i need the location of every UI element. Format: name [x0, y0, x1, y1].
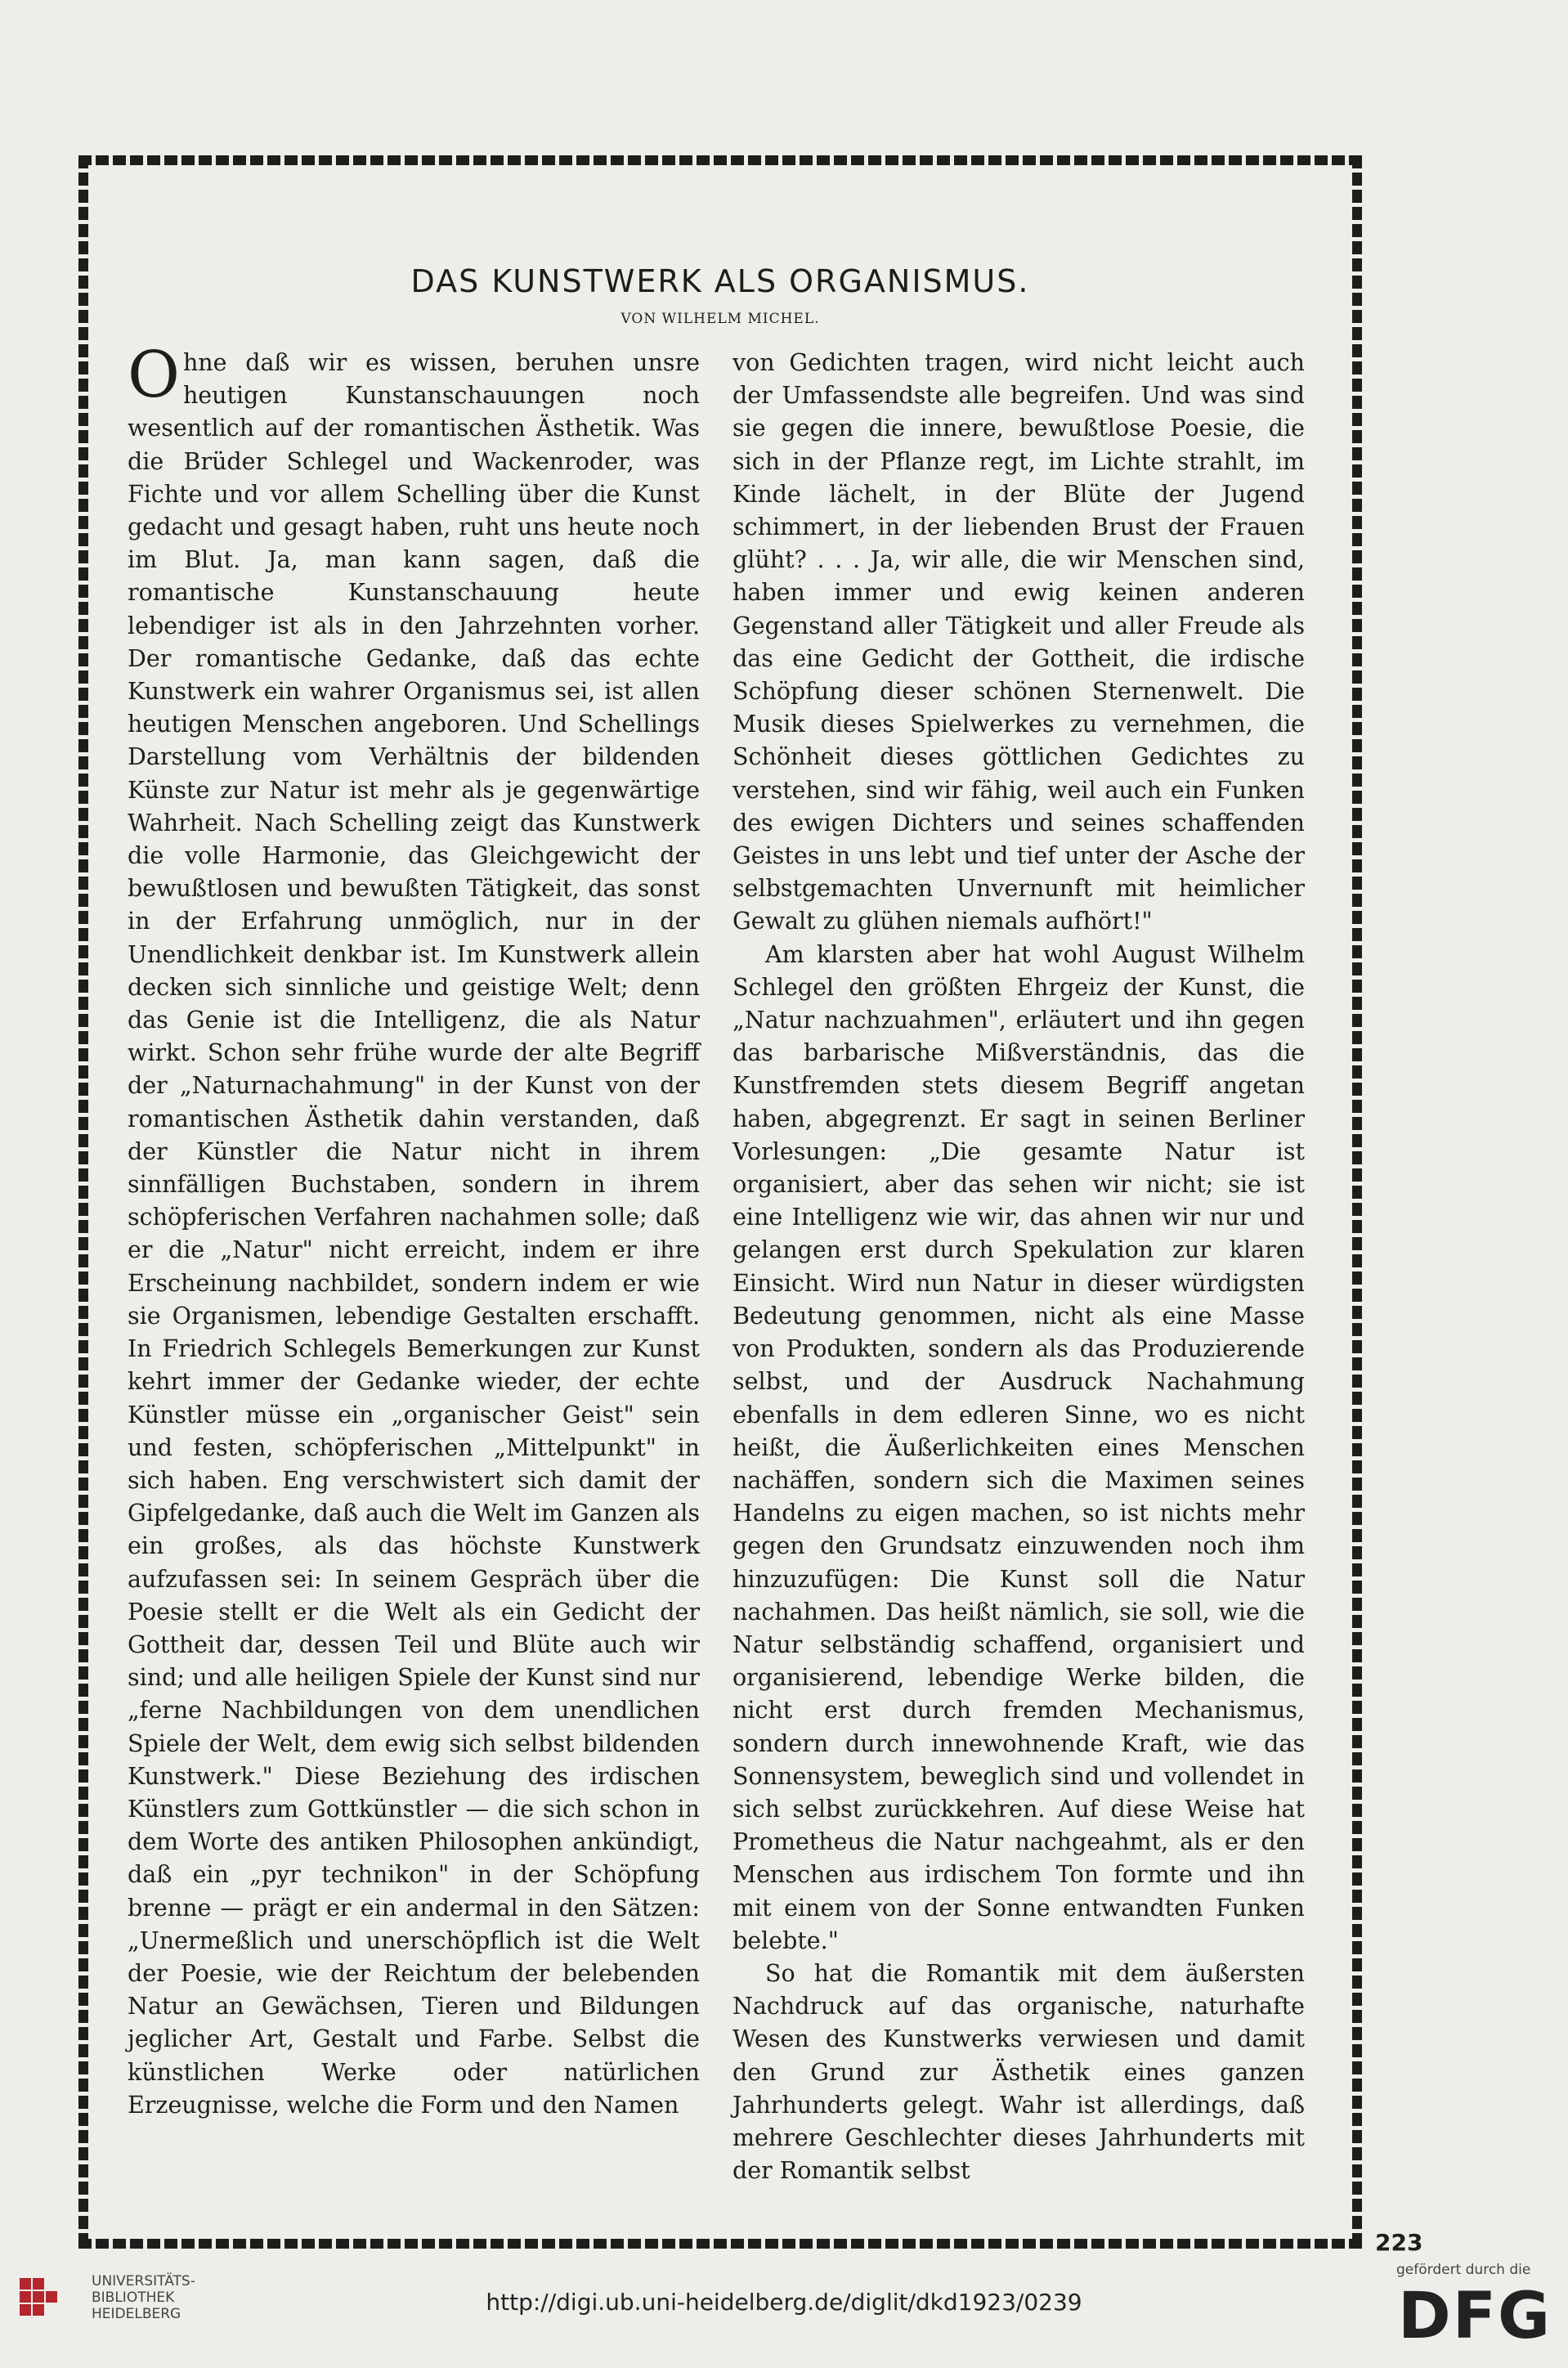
page-number: 223 [1375, 2229, 1423, 2256]
article-title: DAS KUNSTWERK ALS ORGANISMUS. [410, 263, 1030, 299]
library-name-line: HEIDELBERG [92, 2306, 181, 2322]
source-url-link[interactable]: http://digi.ub.uni-heidelberg.de/diglit/dkd1923/0239 [486, 2289, 1082, 2316]
page-frame [78, 155, 1362, 2249]
library-name-line: BIBLIOTHEK [92, 2290, 175, 2306]
ornamental-border-bottom [78, 2239, 1362, 2249]
paragraph: So hat die Romantik mit dem äußersten Nachdruck auf das organische, naturhafte Wesen des Kunstwerks verwiesen und damit den Grund zur Ästhetik eines ganzen Jahrhunderts gelegt. Wahr ist allerdings, daß mehrere Geschlechter dieses Jahrhunderts mit der Romantik selbst [732, 1959, 1305, 2185]
text-column-right [732, 347, 1305, 2187]
paragraph: Am klarsten aber hat wohl August Wilhelm Schlegel den größten Ehrgeiz der Kunst, die „Natur nachzuahmen", erläutert und ihn gegen das barbarische Mißverständnis, das die Kunstfremden stets diesem Begriff angetan haben, abgegrenzt. Er sagt in seinen Berliner Vorlesungen: „Die gesamte Natur ist organisiert, aber das sehen wir nicht; sie ist eine Intelligenz wie wir, das ahnen wir nur und gelangen erst durch Spekulation zur klaren Einsicht. Wird nun Natur in dieser würdigsten Bedeutung genommen, nicht als eine Masse von Produkten, sondern als das Produzierende selbst, und der Ausdruck Nachahmung ebenfalls in dem edleren Sinne, wo es nicht heißt, die Äußerlichkeiten eines Menschen nachäffen, sondern sich die Maximen seines Handelns zu eigen machen, so ist nichts mehr gegen den Grundsatz einzuwenden noch ihm hinzuzufügen: Die Kunst soll die Natur nachahmen. Das heißt nämlich, sie soll, wie die Natur selbständig schaffend, organisiert und organisierend, lebendige Werke bilden, die nicht erst durch fremden Mechanismus, sondern durch innewohnende Kraft, wie das Sonnensystem, beweglich sind und vollendet in sich selbst zurückkehren. Auf diese Weise hat Prometheus die Natur nachgeahmt, als er den Menschen aus irdischem Ton formte und ihn mit einem von der Sonne entwandten Funken belebte." [732, 940, 1305, 1954]
dfg-logo: DFG [1398, 2280, 1552, 2353]
drop-cap: O [128, 339, 180, 412]
library-name-line: UNIVERSITÄTS- [92, 2273, 195, 2290]
paragraph: von Gedichten tragen, wird nicht leicht auch der Umfassendste alle begreifen. Und was sind sie gegen die innere, bewußtlose Poesie, die sich in der Pflanze regt, im Lichte strahlt, im Kinde lächelt, in der Blüte der Jugend schimmert, in der liebenden Brust der Frauen glüht? . . . Ja, wir alle, die wir Menschen sind, haben immer und ewig keinen anderen Gegenstand aller Tätigkeit und aller Freude als das eine Gedicht der Gottheit, die irdische Schöpfung dieser schönen Sternenwelt. Die Musik dieses Spielwerkes zu vernehmen, die Schönheit dieses göttlichen Gedichtes zu verstehen, sind wir fähig, weil auch ein Funken des ewigen Dichters und seines schaffenden Geistes in uns lebt und tief unter der Asche der selbstgemachten Unvernunft mit heimlicher Gewalt zu glühen niemals aufhört!" [732, 349, 1305, 935]
paragraph-text: hne daß wir es wissen, beruhen unsre heutigen Kunstanschauungen noch wesentlich auf der romantischen Ästhetik. Was die Brüder Schlegel und Wackenroder, was Fichte und vor allem Schelling über die Kunst gedacht und gesagt haben, ruht uns heute noch im Blut. Ja, man kann sagen, daß die romantische Kunstanschauung heute lebendiger ist als in den Jahrzehnten vorher. Der romantische Gedanke, daß das echte Kunstwerk ein wahrer Organismus sei, ist allen heutigen Menschen angeboren. Und Schellings Darstellung vom Verhältnis der bildenden Künste zur Natur ist mehr als je gegenwärtige Wahrheit. Nach Schelling zeigt das Kunstwerk die volle Harmonie, das Gleichgewicht der bewußtlosen und bewußten Tätigkeit, das sonst in der Erfahrung unmöglich, nur in der Unendlichkeit denkbar ist. Im Kunstwerk allein decken sich sinnliche und geistige Welt; denn das Genie ist die Intelligenz, die als Natur wirkt. Schon sehr frühe wurde der alte Begriff der „Naturnachahmung" in der Kunst von der romantischen Ästhetik dahin verstanden, daß der Künstler die Natur nicht in ihrem sinnfälligen Buchstaben, sondern in ihrem schöpferischen Verfahren nachahmen solle; daß er die „Natur" nicht erreicht, indem er ihre Erscheinung nachbildet, sondern indem er wie sie Organismen, lebendige Gestalten erschafft. In Friedrich Schlegels Bemerkungen zur Kunst kehrt immer der Gedanke wieder, der echte Künstler müsse ein „organischer Geist" sein und festen, schöpferischen „Mittelpunkt" in sich haben. Eng verschwistert sich damit der Gipfelgedanke, daß auch die Welt im Ganzen als ein großes, als das höchste Kunstwerk aufzufassen sei: In seinem Gespräch über die Poesie stellt er die Welt als ein Gedicht der Gottheit dar, dessen Teil und Blüte auch wir sind; und alle heiligen Spiele der Kunst sind nur „ferne Nachbildungen von dem unendlichen Spiele der Welt, dem ewig sich selbst bildenden Kunstwerk." Diese Beziehung des irdischen Künstlers zum Gottkünstler — die sich schon in dem Worte des antiken Philosophen ankündigt, daß ein „pyr technikon" in der Schöpfung brenne — prägt er ein andermal in den Sätzen: „Unermeßlich und unerschöpflich ist die Welt der Poesie, wie der Reichtum der belebenden Natur an Gewächsen, Tieren und Bildungen jeglicher Art, Gestalt und Farbe. Selbst die künstlichen Werke oder natürlichen Erzeugnisse, welche die Form und den Namen [128, 349, 700, 2119]
ornamental-border-left [78, 155, 88, 2249]
article-author: VON WILHELM MICHEL. [620, 311, 820, 327]
text-column-left [128, 339, 700, 2122]
ornamental-border-top [78, 155, 1362, 165]
ornamental-border-right [1352, 155, 1362, 2249]
paragraph [128, 339, 700, 2122]
funded-by-text: gefördert durch die [1396, 2262, 1531, 2278]
